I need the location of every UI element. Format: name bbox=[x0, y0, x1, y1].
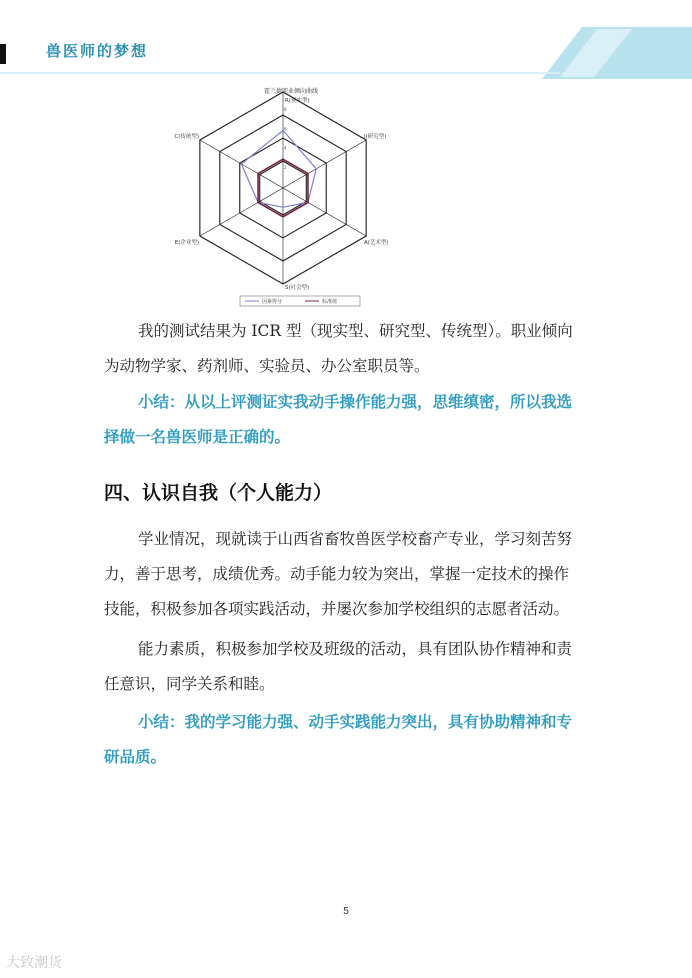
summary-2 bbox=[104, 704, 594, 774]
radar-point-0-5 bbox=[241, 163, 243, 165]
radar-point-0-0 bbox=[282, 130, 284, 132]
radar-point-1-2 bbox=[307, 202, 309, 204]
radar-spoke-4 bbox=[200, 188, 283, 236]
summary1-line-2: 择做一名兽医师是正确的。 bbox=[104, 427, 291, 446]
ability-paragraph bbox=[104, 632, 594, 702]
result-line-2: 为动物学家、药剂师、实验员、办公室职员等。 bbox=[104, 357, 430, 375]
radar-axis-label-4: E(企业型) bbox=[174, 240, 199, 246]
radar-series-0 bbox=[241, 130, 316, 207]
radar-point-0-3 bbox=[282, 206, 284, 208]
radar-point-0-1 bbox=[315, 168, 317, 170]
radar-axis-label-1: I(研究型) bbox=[364, 134, 387, 140]
summary2-line-1: 小结：我的学习能力强、动手实践能力突出，具有协助精神和专 bbox=[138, 712, 573, 731]
test-result-paragraph bbox=[104, 314, 594, 384]
radar-tick-label: 8 bbox=[284, 107, 287, 113]
radar-axis-label-2: A(艺术型) bbox=[364, 240, 389, 246]
radar-legend-label-0: 因素得分 bbox=[262, 299, 283, 305]
radar-tick-label: 6 bbox=[284, 126, 287, 132]
radar-axis-label-5: C(传统型) bbox=[174, 134, 199, 140]
radar-axis-label-0: R(现实型) bbox=[285, 98, 310, 104]
header-divider bbox=[0, 72, 560, 74]
radar-point-1-1 bbox=[307, 173, 309, 175]
study-line-2: 力，善于思考，成绩优秀。动手能力较为突出，掌握一定技术的操作 bbox=[104, 565, 570, 583]
header-decoration bbox=[542, 27, 692, 79]
study-line-3: 技能，积极参加各项实践活动，并屡次参加学校组织的志愿者活动。 bbox=[104, 600, 570, 618]
radar-axis-label-3: S(社会型) bbox=[285, 285, 310, 291]
radar-legend-label-1: 标准值 bbox=[322, 299, 338, 305]
radar-point-1-4 bbox=[257, 202, 259, 204]
summary2-line-2: 研品质。 bbox=[104, 747, 167, 766]
page-number: 5 bbox=[343, 906, 349, 917]
result-line-1: 我的测试结果为 ICR 型（现实型、研究型、传统型）。职业倾向 bbox=[138, 322, 573, 340]
radar-tick-label: 2 bbox=[284, 164, 287, 170]
study-line-1: 学业情况，现就读于山西省畜牧兽医学校畜产专业，学习刻苦努 bbox=[138, 530, 573, 548]
ability-line-2: 任意识，同学关系和睦。 bbox=[104, 675, 275, 693]
radar-spoke-2 bbox=[283, 188, 366, 236]
radar-point-1-5 bbox=[257, 173, 259, 175]
radar-point-1-0 bbox=[282, 158, 284, 160]
chart-title: 霍兰德职业倾向曲线 bbox=[263, 88, 318, 95]
radar-spoke-1 bbox=[283, 140, 366, 188]
study-paragraph bbox=[104, 522, 594, 627]
header-title: 兽医师的梦想 bbox=[46, 42, 149, 60]
radar-point-1-3 bbox=[282, 216, 284, 218]
section-heading: 四、认识自我（个人能力） bbox=[104, 482, 333, 504]
radar-tick-label: 4 bbox=[284, 145, 287, 151]
page-header bbox=[0, 0, 692, 80]
radar-svg bbox=[168, 84, 414, 312]
ability-line-1: 能力素质，积极参加学校及班级的活动，具有团队协作精神和责 bbox=[138, 640, 573, 658]
holland-radar-chart bbox=[168, 84, 414, 312]
summary-1 bbox=[104, 384, 594, 454]
header-marker bbox=[0, 44, 6, 64]
summary1-line-1: 小结：从以上评测证实我动手操作能力强，思维缜密，所以我选 bbox=[138, 392, 573, 411]
watermark-logo: 大致潮货 bbox=[6, 955, 62, 971]
